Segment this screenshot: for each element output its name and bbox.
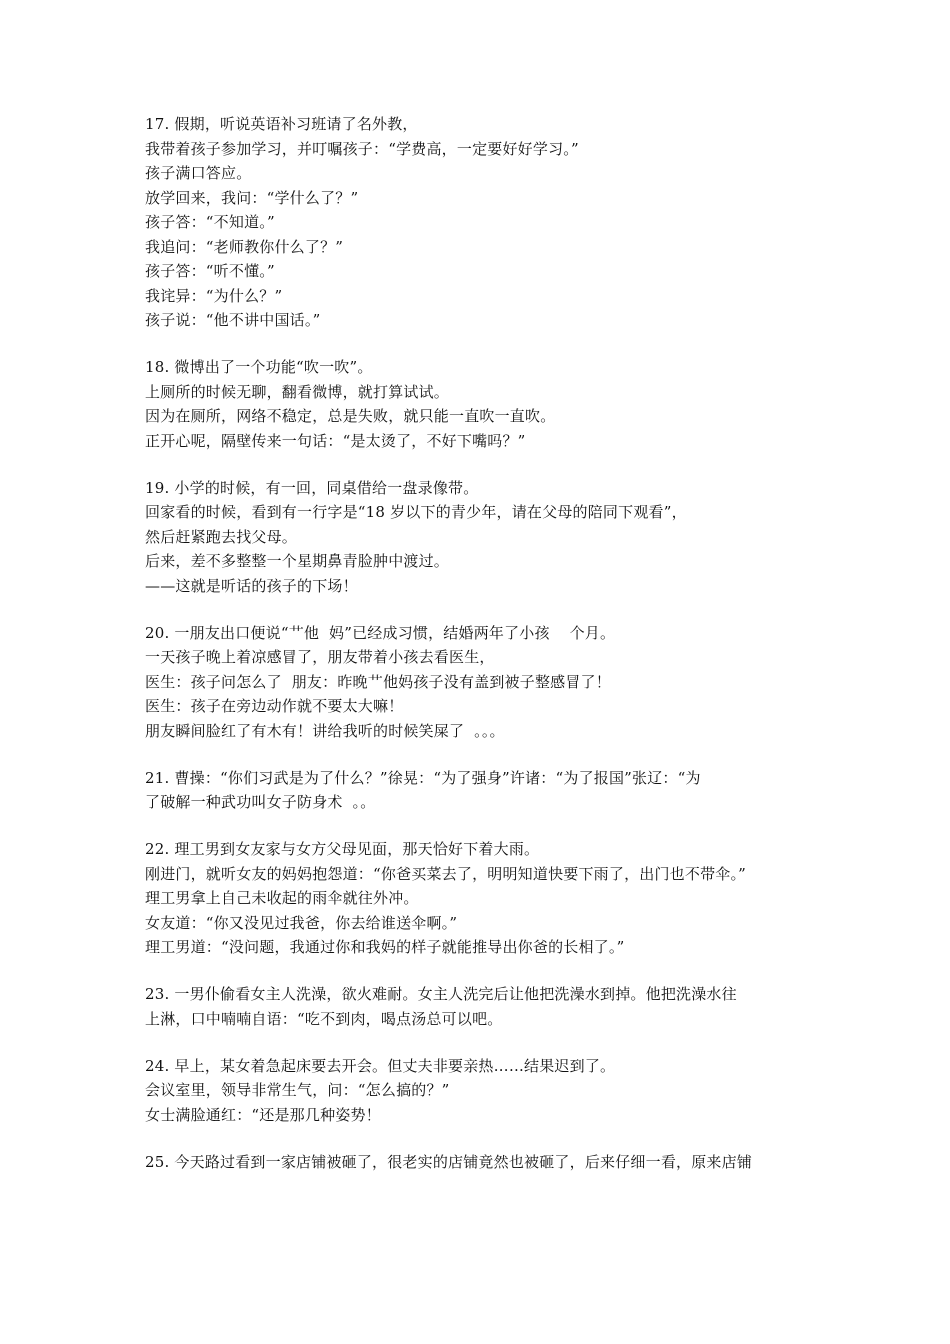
text-line: 22. 理工男到女友家与女方父母见面，那天恰好下着大雨。 (145, 840, 540, 858)
text-line: 21. 曹操：“你们习武是为了什么？”徐晃：“为了强身”许诸：“为了报国”张辽：“为 (145, 768, 701, 787)
text-line: 一天孩子晚上着凉感冒了，朋友带着小孩去看医生， (145, 648, 495, 666)
text-line: 24. 早上，某女着急起床要去开会。但丈夫非要亲热……结果迟到了。 (145, 1056, 616, 1075)
joke-23 (145, 982, 825, 1031)
text-line: 上淋，口中喃喃自语：“吃不到肉，喝点汤总可以吧。 (145, 1009, 503, 1028)
text-line: 孩子满口答应。 (145, 164, 252, 182)
text-line: 我诧异：“为什么？” (145, 286, 283, 305)
joke-21 (145, 766, 825, 815)
text-line: 放学回来，我问：“学什么了？” (145, 188, 359, 207)
joke-22 (145, 837, 825, 960)
text-line: 因为在厕所，网络不稳定，总是失败，就只能一直吹一直吹。 (145, 407, 556, 425)
text-line: 后来，差不多整整一个星期鼻青脸肿中渡过。 (145, 552, 450, 570)
text-line: 18. 微博出了一个功能“吹一吹”。 (145, 358, 373, 376)
text-line: 17. 假期，听说英语补习班请了名外教， (145, 115, 418, 133)
text-line: 孩子说：“他不讲中国话。” (145, 311, 321, 329)
text-line: 然后赶紧跑去找父母。 (145, 527, 298, 546)
text-line: 会议室里，领导非常生气，问：“怎么搞的？” (145, 1081, 450, 1099)
text-line: 了破解一种武功叫女子防身术 。。 (145, 793, 376, 811)
text-line: 医生：孩子在旁边动作就不要太大嘛！ (145, 697, 404, 715)
text-line: 19. 小学的时候，有一回，同桌借给一盘录像带。 (145, 478, 479, 497)
text-line: 我带着孩子参加学习，并叮嘱孩子：“学费高，一定要好好学习。” (145, 139, 579, 158)
text-line: 刚进门，就听女友的妈妈抱怨道：“你爸买菜去了，明明知道快要下雨了，出门也不带伞。” (145, 864, 747, 883)
text-line: 20. 一朋友出口便说“艹他 妈”已经成习惯，结婚两年了小孩 个月。 (145, 623, 616, 642)
text-line: 孩子答：“不知道。” (145, 213, 275, 231)
joke-19 (145, 476, 825, 599)
text-line: 理工男道：“没问题，我通过你和我妈的样子就能推导出你爸的长相了。” (145, 938, 625, 956)
text-line: 正开心呢，隔壁传来一句话：“是太烫了，不好下嘴吗？” (145, 431, 526, 450)
text-line: 医生：孩子问怎么了 朋友：昨晚艹他妈孩子没有盖到被子整感冒了！ (145, 672, 611, 691)
joke-24 (145, 1054, 825, 1128)
joke-18 (145, 355, 825, 453)
joke-20 (145, 621, 825, 744)
document-page (145, 112, 825, 1197)
text-line: 女友道：“你又没见过我爸，你去给谁送伞啊。” (145, 913, 458, 932)
text-line: 理工男拿上自己未收起的雨伞就往外冲。 (145, 889, 419, 907)
text-line: 回家看的时候，看到有一行字是“18 岁以下的青少年，请在父母的陪同下观看”， (145, 503, 687, 521)
text-line: 女士满脸通红：“还是那几种姿势！ (145, 1105, 381, 1124)
joke-17 (145, 112, 825, 333)
text-line: 朋友瞬间脸红了有木有！讲给我听的时候笑屎了 。。。 (145, 721, 505, 740)
joke-25 (145, 1150, 825, 1175)
text-line: 我追问：“老师教你什么了？” (145, 237, 344, 256)
text-line: 25. 今天路过看到一家店铺被砸了，很老实的店铺竟然也被砸了，后来仔细一看，原来店铺 (145, 1152, 753, 1171)
text-line: 上厕所的时候无聊，翻看微博，就打算试试。 (145, 382, 450, 401)
text-line: ——这就是听话的孩子的下场！ (145, 576, 358, 595)
text-line: 23. 一男仆偷看女主人洗澡，欲火难耐。女主人洗完后让他把洗澡水到掉。他把洗澡水往 (145, 985, 737, 1003)
text-line: 孩子答：“听不懂。” (145, 262, 275, 280)
